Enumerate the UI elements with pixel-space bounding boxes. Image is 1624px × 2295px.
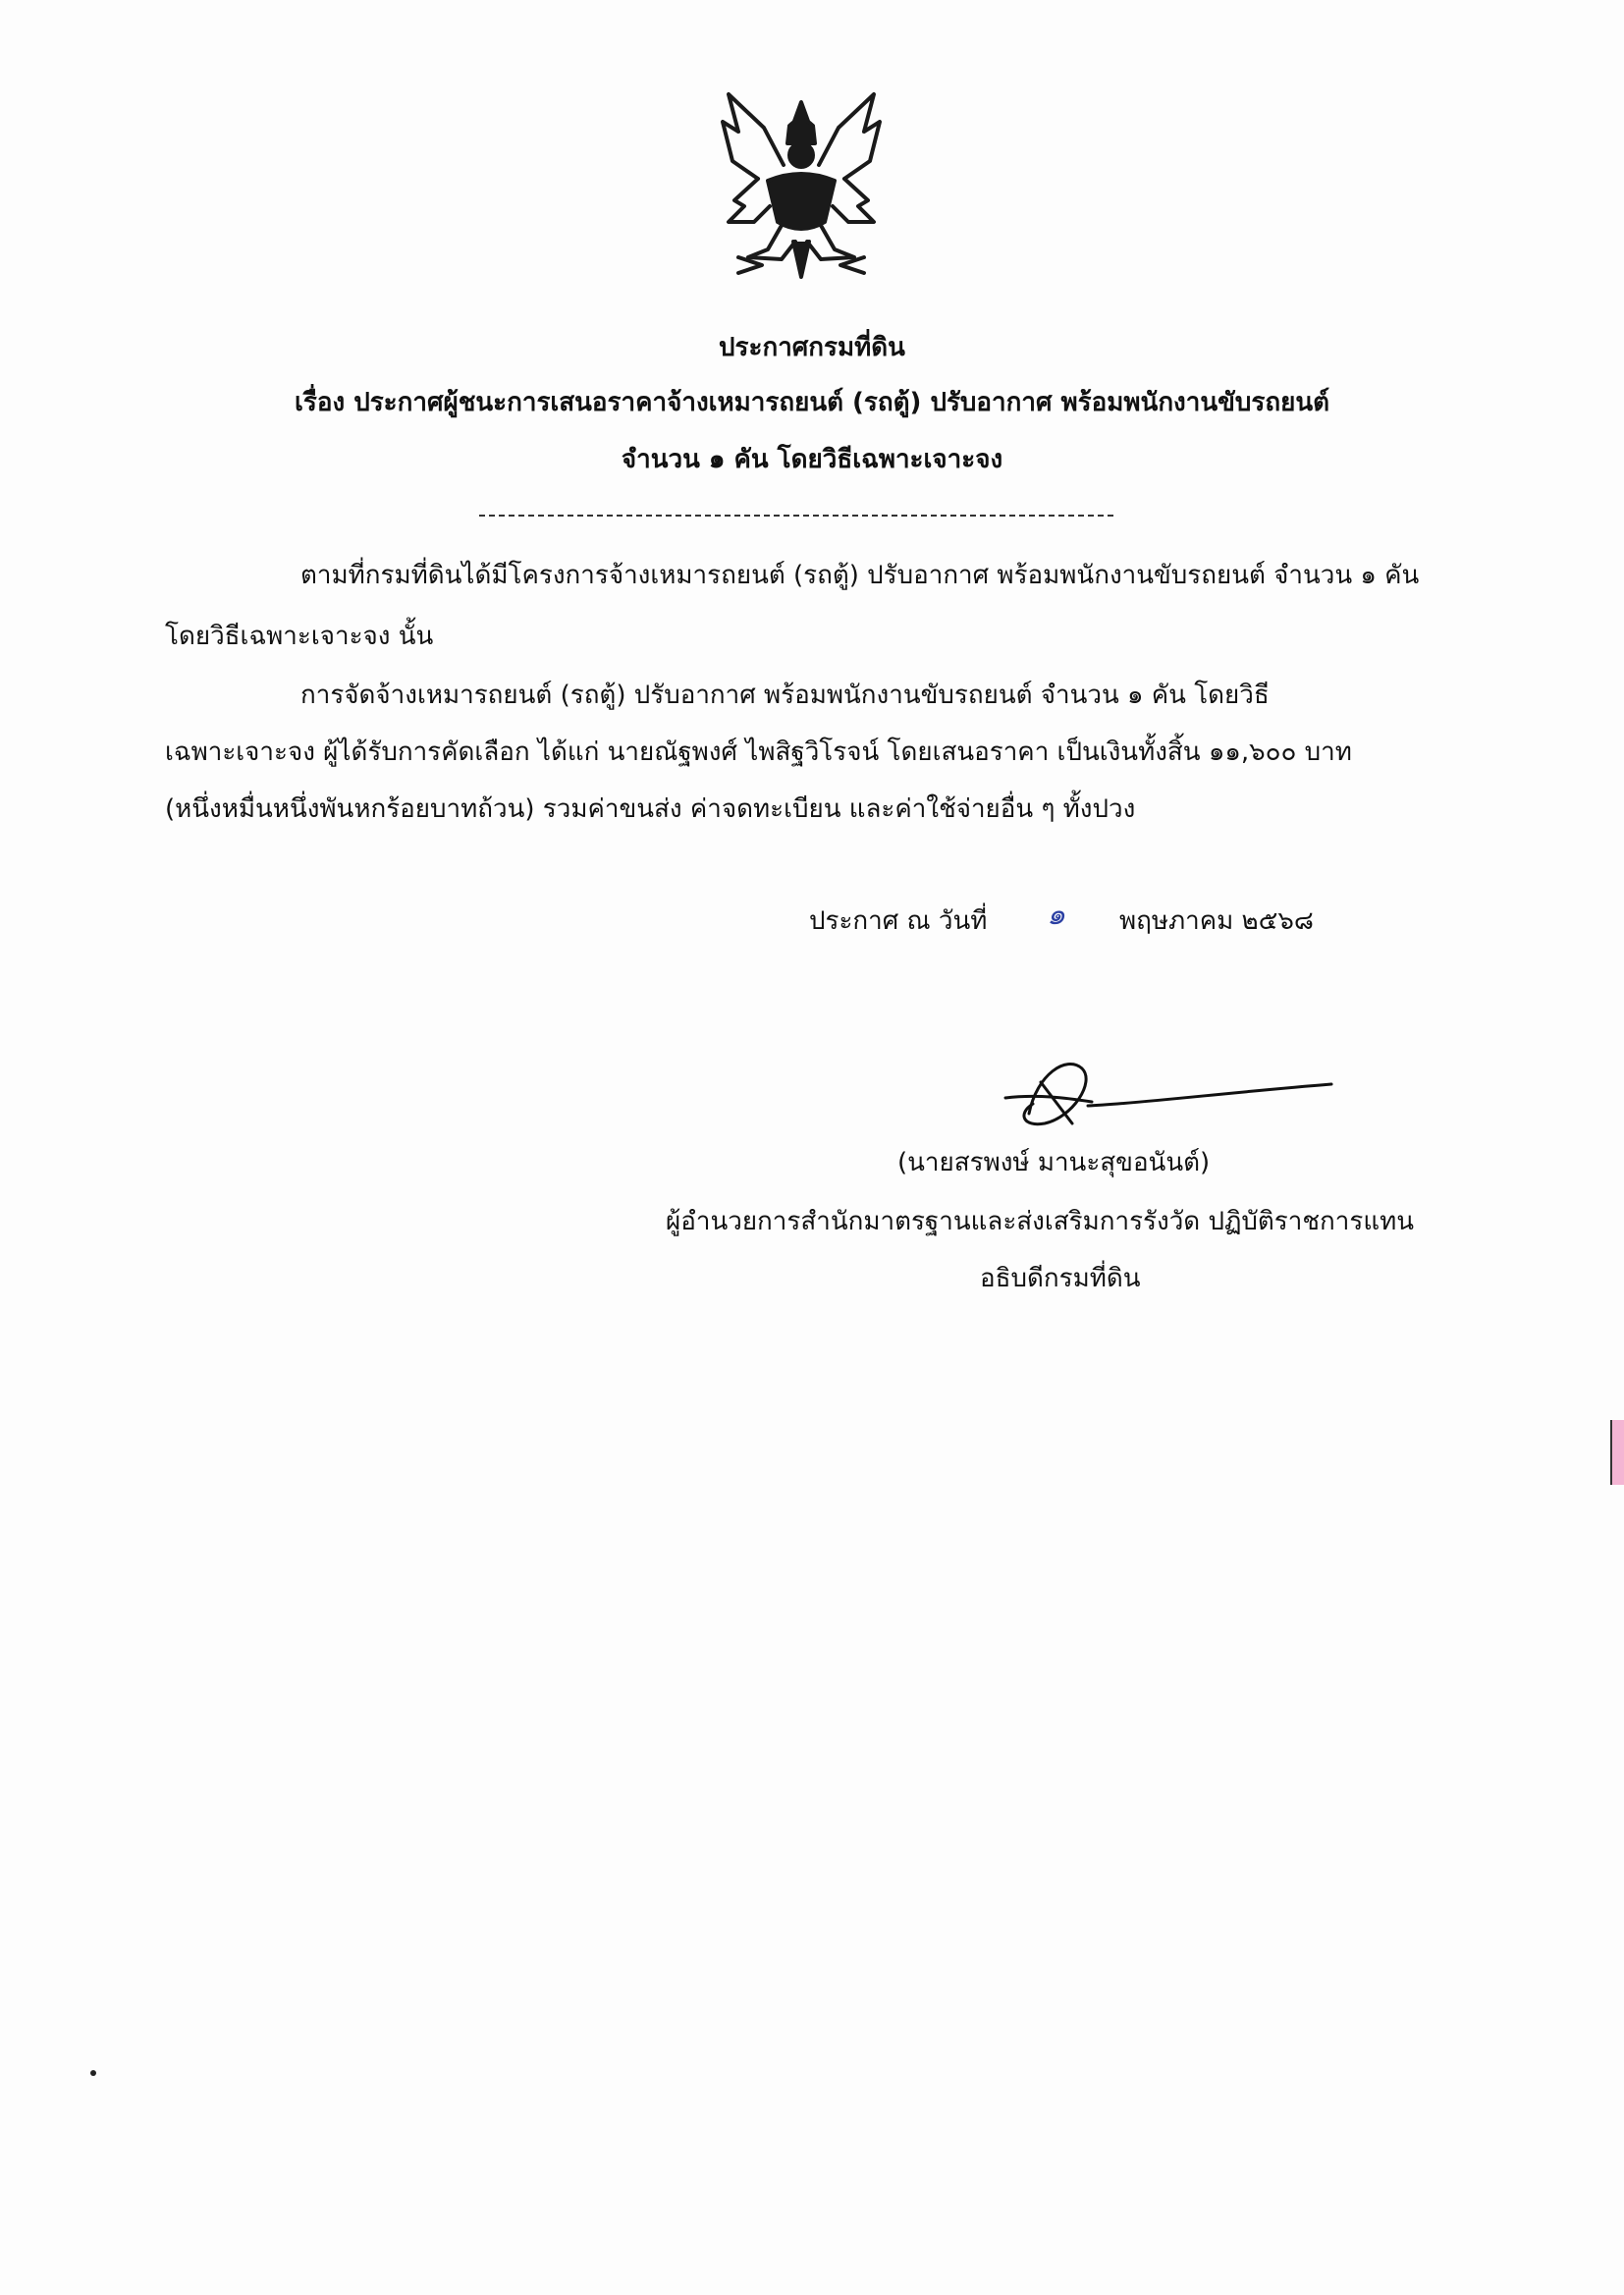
date-month-year: พฤษภาคม ๒๕๖๘ <box>1119 906 1314 936</box>
signatory-name: (นายสรพงษ์ มานะสุขอนันต์) <box>897 1148 1211 1177</box>
subject-line-1: เรื่อง ประกาศผู้ชนะการเสนอราคาจ้างเหมารถยนต์ (รถตู้) ปรับอากาศ พร้อมพนักงานขับรถยนต์ <box>294 388 1329 417</box>
paragraph-1-line-2: โดยวิธีเฉพาะเจาะจง นั้น <box>165 622 434 651</box>
paragraph-2-line-1: การจัดจ้างเหมารถยนต์ (รถตู้) ปรับอากาศ พร้อมพนักงานขับรถยนต์ จำนวน ๑ คัน โดยวิธี <box>300 681 1270 710</box>
page-edge-tab <box>1610 1420 1624 1485</box>
subject-line-2: จำนวน ๑ คัน โดยวิธีเฉพาะเจาะจง <box>621 445 1003 474</box>
divider <box>479 515 1113 517</box>
date-day: ๑ <box>1047 898 1066 932</box>
paragraph-2-line-3: (หนึ่งหมื่นหนึ่งพันหกร้อยบาทถ้วน) รวมค่าขนส่ง ค่าจดทะเบียน และค่าใช้จ่ายอื่น ๆ ทั้งปวง <box>165 794 1136 824</box>
date-prefix: ประกาศ ณ วันที่ <box>809 906 988 936</box>
signatory-organization: อธิบดีกรมที่ดิน <box>980 1264 1141 1293</box>
paragraph-1-line-1: ตามที่กรมที่ดินได้มีโครงการจ้างเหมารถยนต์ (รถตู้) ปรับอากาศ พร้อมพนักงานขับรถยนต์ จำนวน ๑ คัน <box>300 561 1420 590</box>
paragraph-2-line-2: เฉพาะเจาะจง ผู้ได้รับการคัดเลือก ได้แก่ นายณัฐพงศ์ ไพสิฐวิโรจน์ โดยเสนอราคา เป็นเงินทั้งสิ้น ๑๑,๖๐๐ บาท <box>165 738 1352 767</box>
scan-speck <box>90 2070 96 2076</box>
signatory-position: ผู้อำนวยการสำนักมาตรฐานและส่งเสริมการรังวัด ปฏิบัติราชการแทน <box>666 1207 1414 1236</box>
garuda-emblem <box>699 84 903 293</box>
issuer-heading: ประกาศกรมที่ดิน <box>719 333 905 362</box>
signature <box>998 1045 1343 1153</box>
